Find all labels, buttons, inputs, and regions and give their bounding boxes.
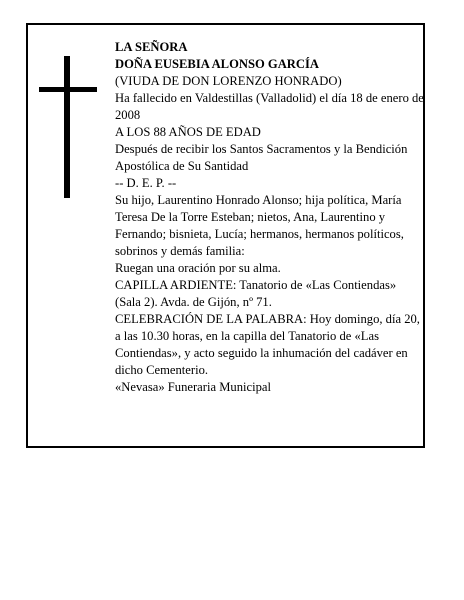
death-notice: Ha fallecido en Valdestillas (Valladolid) el día 18 de enero de 2008: [115, 91, 424, 122]
cross-horizontal-bar: [39, 87, 97, 92]
deceased-name: DOÑA EUSEBIA ALONSO GARCÍA: [115, 57, 319, 71]
obituary-text: [115, 39, 425, 396]
obituary-notice: [26, 23, 425, 448]
chapel-info: CAPILLA ARDIENTE: Tanatorio de «Las Contiendas» (Sala 2). Avda. de Gijón, nº 71.: [115, 278, 397, 309]
funeral-home: «Nevasa» Funeraria Municipal: [115, 380, 271, 394]
sacraments: Después de recibir los Santos Sacramentos y la Bendición Apostólica de Su Santidad: [115, 142, 408, 173]
family-list: Su hijo, Laurentino Honrado Alonso; hija política, María Teresa De la Torre Esteban; nietos, Ana, Laurentino y Fernando; bisnieta, Lucía; hermanos, hermanos políticos, sobrinos y demás familia:: [115, 193, 404, 258]
obituary-title: LA SEÑORA: [115, 40, 188, 54]
widow-of: (VIUDA DE DON LORENZO HONRADO): [115, 74, 342, 88]
cross-vertical-bar: [64, 56, 70, 198]
prayer-request: Ruegan una oración por su alma.: [115, 261, 281, 275]
celebration-info: CELEBRACIÓN DE LA PALABRA: Hoy domingo, día 20, a las 10.30 horas, en la capilla del Tanatorio de «Las Contiendas», y acto seguido la inhumación del cadáver en dicho Cementerio.: [115, 312, 420, 377]
cross-icon: [39, 56, 97, 198]
rest-in-peace: -- D. E. P. --: [115, 176, 177, 190]
age: A LOS 88 AÑOS DE EDAD: [115, 125, 261, 139]
